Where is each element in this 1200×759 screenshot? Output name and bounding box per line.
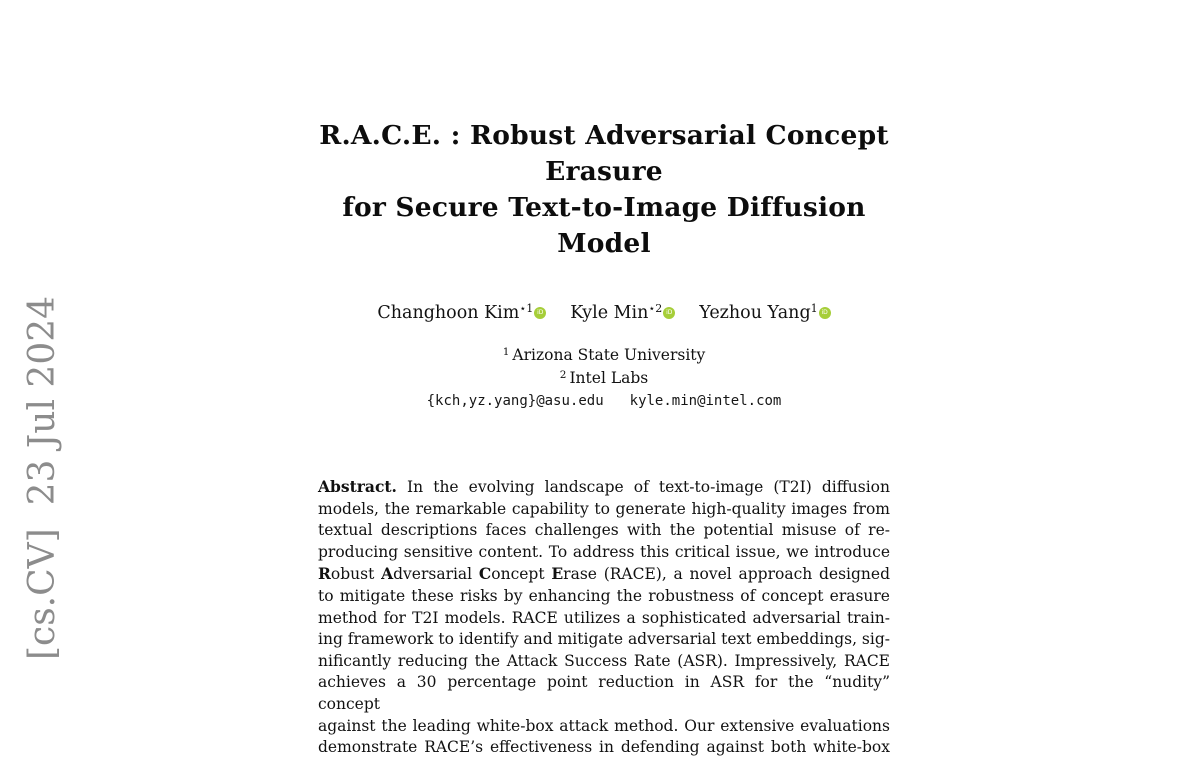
author-name: Changhoon Kim <box>377 303 520 323</box>
orcid-icon[interactable] <box>534 307 546 319</box>
author-name: Kyle Min <box>570 303 649 323</box>
author-superscript: 1 <box>810 302 818 315</box>
arxiv-category-date-stamp: [cs.CV] 23 Jul 2024 <box>22 295 63 660</box>
author-yezhou-yang <box>699 302 830 324</box>
email-asu: {kch,yz.yang}@asu.edu <box>426 393 604 409</box>
authors-row <box>318 302 890 324</box>
abstract-line: demonstrate RACE’s effectiveness in defending against both white-box <box>318 738 890 757</box>
orcid-icon-label: iD <box>821 309 828 316</box>
affiliation-superscript: 1 <box>502 346 510 358</box>
abstract-line: to mitigate these risks by enhancing the robustness of concept erasure <box>318 586 890 605</box>
abstract-line: nificantly reducing the Attack Success Rate (ASR). Impressively, RACE <box>318 651 890 670</box>
affiliation-asu <box>318 344 890 367</box>
emails-row <box>318 393 890 410</box>
orcid-icon-label: iD <box>537 309 544 316</box>
abstract-line: method for T2I models. RACE utilizes a sophisticated adversarial train- <box>318 608 890 627</box>
paper-main-column <box>318 118 890 759</box>
abstract <box>318 476 890 759</box>
author-superscript: ⋆2 <box>648 302 663 315</box>
abstract-lines <box>318 476 890 759</box>
paper-title <box>318 118 890 262</box>
author-changhoon-kim <box>377 302 546 324</box>
affiliations <box>318 344 890 389</box>
paper-title-line1: R.A.C.E. : Robust Adversarial Concept Erasure <box>319 120 889 187</box>
affiliation-intel <box>318 367 890 390</box>
abstract-line: ing framework to identify and mitigate adversarial text embeddings, sig- <box>318 630 890 649</box>
author-superscript: ⋆1 <box>519 302 534 315</box>
affiliation-name: Intel Labs <box>569 368 649 387</box>
abstract-line: against the leading white-box attack method. Our extensive evaluations <box>318 716 890 735</box>
author-name: Yezhou Yang <box>699 303 811 323</box>
orcid-icon[interactable] <box>663 307 675 319</box>
abstract-line: achieves a 30 percentage point reduction in ASR for the “nudity” concept <box>318 673 890 713</box>
email-intel: kyle.min@intel.com <box>629 393 782 409</box>
abstract-line: models, the remarkable capability to generate high-quality images from <box>318 499 890 518</box>
abstract-line: Abstract. In the evolving landscape of text-to-image (T2I) diffusion <box>318 477 890 496</box>
abstract-line: Robust Adversarial Concept Erase (RACE), a novel approach designed <box>318 564 891 584</box>
abstract-line: textual descriptions faces challenges with the potential misuse of re- <box>318 521 890 540</box>
affiliation-name: Arizona State University <box>512 346 706 364</box>
orcid-icon-label: iD <box>666 309 673 316</box>
orcid-icon[interactable] <box>819 307 831 319</box>
author-kyle-min <box>570 302 675 324</box>
paper-title-line2: for Secure Text-to-Image Diffusion Model <box>342 192 866 259</box>
abstract-line: producing sensitive content. To address this critical issue, we introduce <box>318 542 890 561</box>
affiliation-superscript: 2 <box>559 368 567 381</box>
